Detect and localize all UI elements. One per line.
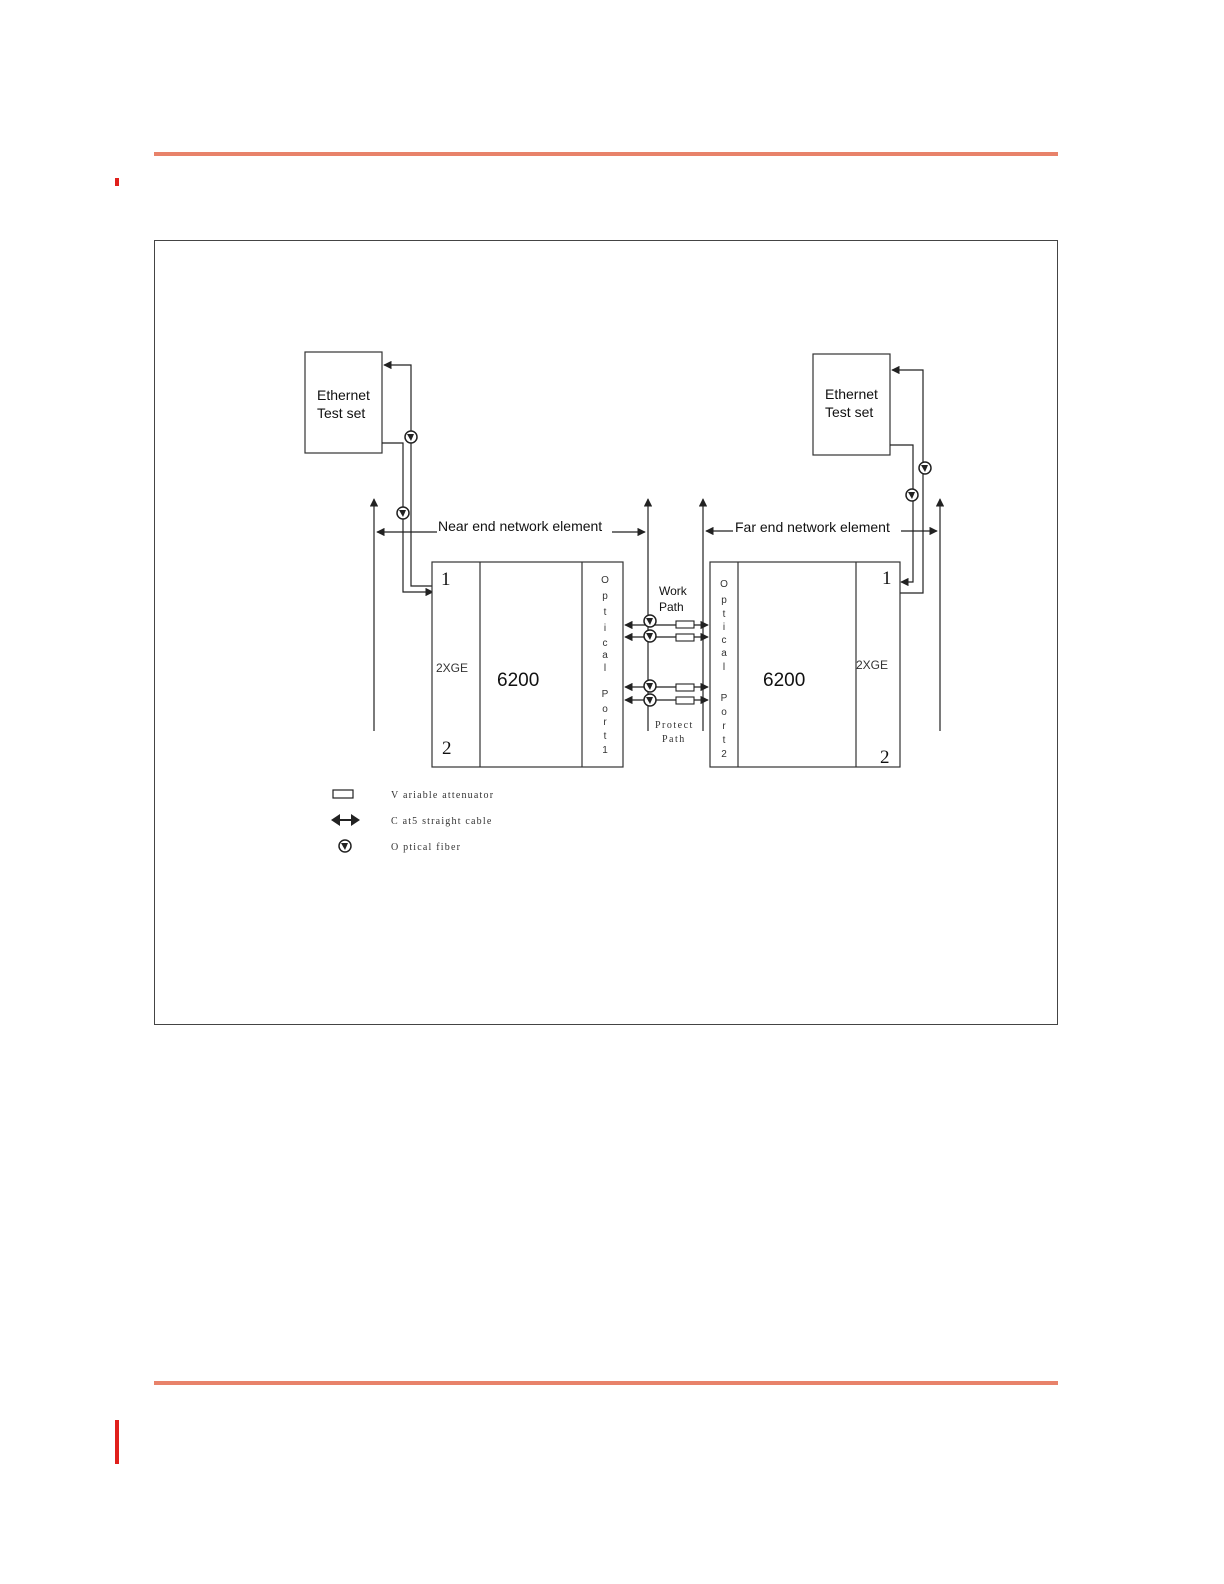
optical-fiber-icon [644, 615, 656, 627]
near-network-element [432, 562, 623, 767]
variable-attenuator-icon [676, 621, 694, 628]
far-model-label: 6200 [763, 670, 806, 691]
svg-text:l: l [603, 663, 607, 674]
attenuators [676, 621, 694, 704]
svg-text:r: r [603, 717, 607, 728]
svg-text:o: o [602, 704, 608, 715]
far-network-element [710, 562, 900, 768]
near-test-set [305, 352, 382, 453]
optical-fiber-icon [644, 630, 656, 642]
far-card-label: 2XGE [856, 658, 889, 672]
svg-text:l: l [722, 662, 726, 673]
svg-text:t: t [722, 735, 726, 746]
legend-label-fiber: O ptical fiber [391, 842, 462, 853]
variable-attenuator-icon [676, 634, 694, 641]
legend-label-cable: C at5 straight cable [391, 816, 493, 827]
svg-text:O: O [601, 575, 609, 586]
svg-text:t: t [722, 609, 726, 620]
footer-rule [154, 1381, 1058, 1385]
legend [331, 790, 494, 853]
near-test-set-line2: Test set [317, 405, 366, 421]
optical-fiber-icon [644, 680, 656, 692]
far-test-set [813, 354, 890, 455]
optical-fiber-icon [644, 694, 656, 706]
far-port2-label: 2 [880, 747, 890, 768]
svg-text:1: 1 [602, 745, 608, 756]
optical-fiber-icon [919, 462, 931, 474]
svg-text:O: O [720, 579, 728, 590]
near-cat5-cables [382, 365, 433, 592]
protect-path-line1: Protect [655, 720, 694, 731]
far-port1-label: 1 [882, 568, 892, 589]
optical-fiber-icon [405, 431, 417, 443]
optical-links [625, 625, 708, 700]
work-path-line2: Path [659, 600, 684, 614]
near-model-label: 6200 [497, 670, 540, 691]
near-test-set-line1: Ethernet [317, 387, 370, 403]
footer-margin-mark [115, 1420, 119, 1464]
near-card-label: 2XGE [436, 661, 469, 675]
network-diagram [155, 241, 1059, 1026]
double-arrow-icon [331, 814, 360, 826]
protect-path-line2: Path [662, 734, 686, 745]
svg-text:o: o [721, 707, 727, 718]
legend-label-attenuator: V ariable attenuator [391, 790, 495, 801]
far-test-set-line2: Test set [825, 404, 874, 420]
header-margin-mark [115, 178, 119, 186]
svg-text:P: P [720, 693, 728, 704]
figure-frame [154, 240, 1058, 1025]
optical-fiber-icon [339, 840, 351, 852]
optical-fiber-icon [906, 489, 918, 501]
variable-attenuator-icon [333, 790, 353, 798]
near-end-label: Near end network element [438, 518, 603, 534]
far-end-label: Far end network element [735, 519, 890, 535]
svg-text:p: p [721, 595, 727, 606]
svg-text:c: c [721, 635, 727, 646]
svg-text:a: a [721, 648, 727, 659]
svg-text:c: c [602, 638, 608, 649]
svg-text:p: p [602, 591, 608, 602]
svg-text:a: a [602, 650, 608, 661]
near-port2-label: 2 [442, 738, 452, 759]
far-cat5-cables [890, 370, 923, 593]
near-port1-label: 1 [441, 569, 451, 590]
variable-attenuator-icon [676, 697, 694, 704]
work-path-line1: Work [659, 584, 687, 598]
svg-text:2: 2 [721, 749, 727, 760]
svg-text:t: t [603, 607, 607, 618]
far-test-set-line1: Ethernet [825, 386, 878, 402]
svg-text:i: i [722, 622, 726, 633]
svg-text:t: t [603, 731, 607, 742]
header-rule [154, 152, 1058, 156]
svg-text:i: i [603, 623, 607, 634]
svg-text:r: r [722, 721, 726, 732]
svg-text:P: P [601, 689, 609, 700]
variable-attenuator-icon [676, 684, 694, 691]
optical-fiber-icon [397, 507, 409, 519]
